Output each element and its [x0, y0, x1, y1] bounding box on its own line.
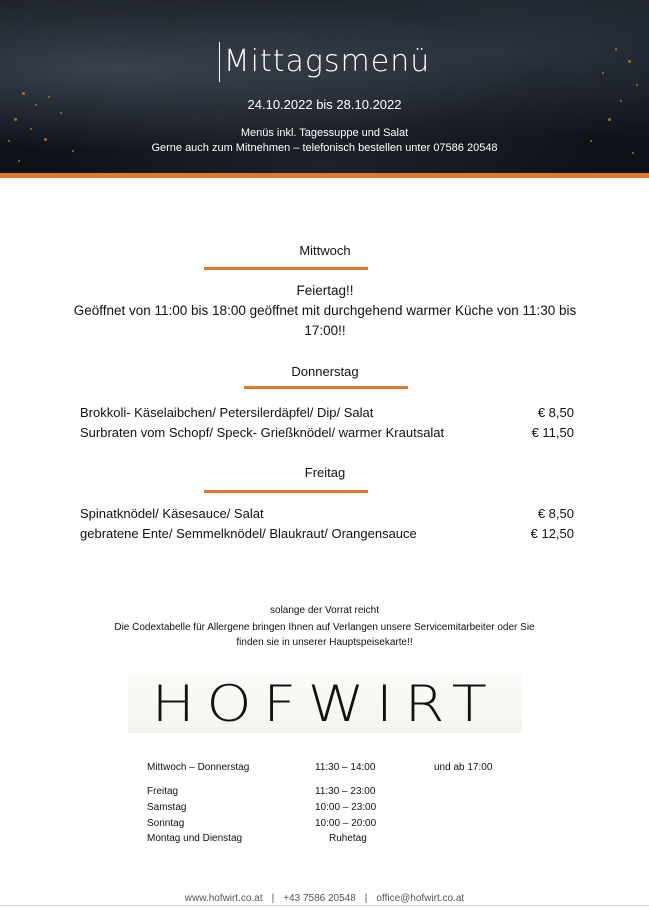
menu-title: Mittagsmenü — [219, 42, 430, 82]
day-title-donnerstag: Donnerstag — [291, 364, 359, 379]
menu-item-price: € 12,50 — [530, 526, 574, 541]
hours-time: 11:30 – 23:00 — [315, 786, 376, 797]
hours-time: Ruhetag — [329, 833, 367, 844]
holiday-notice-line-1: Feiertag!! — [296, 283, 354, 298]
hours-days: Mittwoch – Donnerstag — [147, 762, 250, 773]
footer-separator: | — [364, 893, 368, 904]
day-underline-mittwoch — [204, 267, 368, 270]
menu-item-dish: Brokkoli- Käselaibchen/ Petersilerdäpfel/ Dip/ Salat — [80, 405, 374, 420]
logo-wordmark: HOFWIRT — [151, 675, 499, 733]
contact-footer — [0, 893, 649, 904]
decorative-speck — [18, 160, 20, 162]
day-underline-donnerstag — [244, 386, 408, 389]
menu-item-price: € 8,50 — [537, 405, 574, 420]
header-banner — [0, 0, 649, 173]
day-underline-freitag — [204, 490, 368, 493]
hofwirt-logo — [128, 675, 522, 733]
allergen-note-line-1: Die Codextabelle für Allergene bringen Ihnen auf Verlangen unsere Servicemitarbeiter oder Sie — [114, 622, 535, 633]
website-link[interactable]: www.hofwirt.co.at — [184, 893, 263, 904]
menu-item-dish: gebratene Ente/ Semmelknödel/ Blaukraut/ Orangensauce — [80, 526, 417, 541]
hours-time: 10:00 – 23:00 — [315, 802, 377, 813]
title-wrapper — [0, 42, 649, 82]
header-accent-bar — [0, 173, 649, 178]
decorative-speck — [636, 84, 638, 86]
decorative-speck — [22, 92, 25, 95]
hours-days: Montag und Dienstag — [147, 833, 243, 844]
hours-time: 10:00 – 20:00 — [315, 818, 377, 829]
menu-item-price: € 8,50 — [537, 506, 574, 521]
phone-link[interactable]: +43 7586 20548 — [283, 893, 356, 904]
bottom-rule — [0, 905, 649, 906]
stock-note: solange der Vorrat reicht — [270, 605, 379, 616]
header-info-line-2: Gerne auch zum Mitnehmen – telefonisch bestellen unter 07586 20548 — [151, 142, 498, 154]
hours-extra: und ab 17:00 — [434, 762, 493, 773]
footer-separator: | — [271, 893, 275, 904]
email-link[interactable]: office@hofwirt.co.at — [376, 893, 465, 904]
holiday-notice-line-2: Geöffnet von 11:00 bis 18:00 geöffnet mit durchgehend warmer Küche von 11:30 bis — [73, 303, 577, 318]
decorative-speck — [60, 112, 62, 114]
hours-time: 11:30 – 14:00 — [315, 762, 376, 773]
header-info-line-1: Menüs inkl. Tagessuppe und Salat — [240, 127, 409, 139]
holiday-notice — [40, 281, 610, 341]
menu-item-dish: Spinatknödel/ Käsesauce/ Salat — [80, 506, 264, 521]
day-title-freitag: Freitag — [304, 465, 346, 480]
decorative-speck — [14, 118, 17, 121]
hours-days: Samstag — [147, 802, 187, 813]
decorative-speck — [608, 118, 611, 121]
date-range: 24.10.2022 bis 28.10.2022 — [247, 97, 402, 112]
hours-days: Freitag — [147, 786, 179, 797]
allergen-note-line-2: finden sie in unserer Hauptspeisekarte!! — [236, 637, 413, 648]
holiday-notice-line-3: 17:00!! — [304, 323, 346, 338]
menu-item-price: € 11,50 — [531, 425, 574, 440]
day-title-mittwoch: Mittwoch — [299, 243, 351, 258]
hours-days: Sonntag — [147, 818, 185, 829]
menu-item-dish: Surbraten vom Schopf/ Speck- Grießknödel/ warmer Krautsalat — [80, 425, 445, 440]
